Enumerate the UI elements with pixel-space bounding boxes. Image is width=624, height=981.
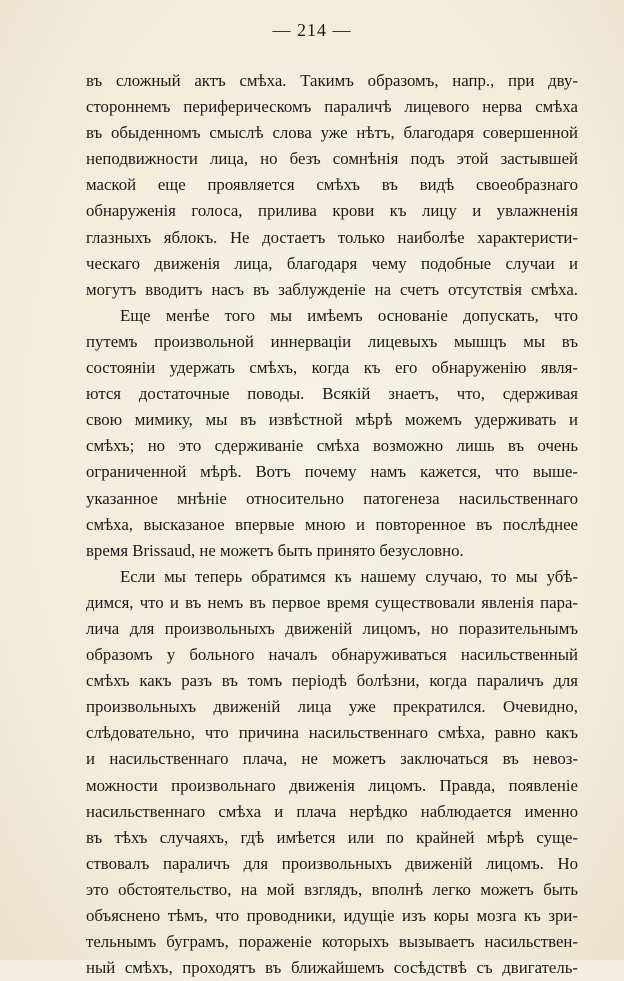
text-line: ческаго движенія лица, благодаря чему подобные случаи и bbox=[86, 253, 578, 273]
text-line: смѣха, высказаное впервые мною и повторенное въ послѣднее bbox=[86, 514, 578, 534]
text-line: указанное мнѣніе относительно патогенеза насильственнаго bbox=[86, 488, 578, 508]
text-line: Еще менѣе того мы имѣемъ основаніе допускать, что bbox=[120, 305, 578, 325]
text-line: стороннемъ периферическомъ параличѣ лицевого нерва смѣха bbox=[86, 97, 578, 117]
text-line: въ сложный актъ смѣха. Такимъ образомъ, напр., при дву- bbox=[86, 71, 578, 90]
page-number: — 214 — bbox=[272, 20, 352, 40]
text-line: димся, что и въ немъ въ первое время существовали явленія пара- bbox=[86, 592, 578, 612]
text-line: ствовалъ параличъ для произвольныхъ движеній лицомъ. Но bbox=[86, 853, 578, 873]
text-line: насильственнаго смѣха и плача нерѣдко наблюдается именно bbox=[86, 801, 578, 821]
text-line: ный смѣхъ, проходятъ въ ближайшемъ сосѣдствѣ съ двигатель- bbox=[86, 958, 578, 978]
text-line: и насильственнаго плача, не можетъ заключаться въ невоз- bbox=[86, 749, 578, 769]
text-line: Если мы теперь обратимся къ нашему случаю, то мы убѣ- bbox=[120, 566, 578, 586]
text-line: могутъ вводитъ насъ въ заблужденіе на счетъ отсутствія смѣха. bbox=[86, 279, 578, 299]
text-line: это обстоятельство, на мой взглядъ, вполнѣ легко можетъ быть bbox=[86, 879, 578, 899]
text-line: произвольныхъ движеній лица уже прекратился. Очевидно, bbox=[86, 697, 578, 717]
text-line: обнаруженія голоса, прилива крови къ лицу и увлажненія bbox=[86, 201, 578, 221]
text-line: слѣдовательно, что причина насильственнаго смѣха, равно какъ bbox=[86, 723, 578, 743]
text-line: ются достаточные поводы. Всякій знаетъ, что, сдерживая bbox=[86, 384, 578, 404]
text-line: смѣхъ; но это сдерживаніе смѣха возможно лишь въ очень bbox=[86, 436, 578, 456]
text-line: можности произвольнаго движенія лицомъ. Правда, появленіе bbox=[86, 775, 578, 795]
body-text bbox=[86, 68, 578, 981]
text-line: время Brissaud, не можетъ быть принято безусловно. bbox=[86, 540, 464, 560]
text-line: смѣхъ какъ разъ въ томъ періодѣ болѣзни, когда параличъ для bbox=[86, 671, 578, 691]
text-line: въ обыденномъ смыслѣ слова уже нѣтъ, благодаря совершенной bbox=[86, 123, 578, 143]
text-line: лича для произвольныхъ движеній лицомъ, но поразительнымъ bbox=[86, 618, 578, 638]
text-line: объяснено тѣмъ, что проводники, идущіе изъ коры мозга къ зри- bbox=[86, 906, 578, 925]
text-line: путемъ произвольной иннерваціи лицевыхъ мышцъ мы въ bbox=[86, 331, 578, 351]
text-line: образомъ у больного началъ обнаруживаться насильственный bbox=[86, 645, 578, 665]
text-line: ограниченной мѣрѣ. Вотъ почему намъ кажется, что выше- bbox=[86, 462, 578, 482]
text-line: тельнымъ буграмъ, пораженіе которыхъ вызываетъ насильствен- bbox=[86, 932, 578, 952]
text-line: глазныхъ яблокъ. Не достаетъ только наиболѣе характеристи- bbox=[86, 227, 578, 247]
text-line: въ тѣхъ случаяхъ, гдѣ имѣется или по крайней мѣрѣ суще- bbox=[86, 827, 578, 847]
text-line: состояніи удержать смѣхъ, когда къ его обнаруженію явля- bbox=[86, 358, 578, 378]
text-line: свою мимику, мы въ извѣстной мѣрѣ можемъ удерживать и bbox=[86, 410, 578, 430]
text-line: неподвижности лица, но безъ сомнѣнія подъ этой застывшей bbox=[86, 149, 578, 169]
text-line: маской еще проявляется смѣхъ въ видѣ своеобразнаго bbox=[86, 175, 578, 195]
